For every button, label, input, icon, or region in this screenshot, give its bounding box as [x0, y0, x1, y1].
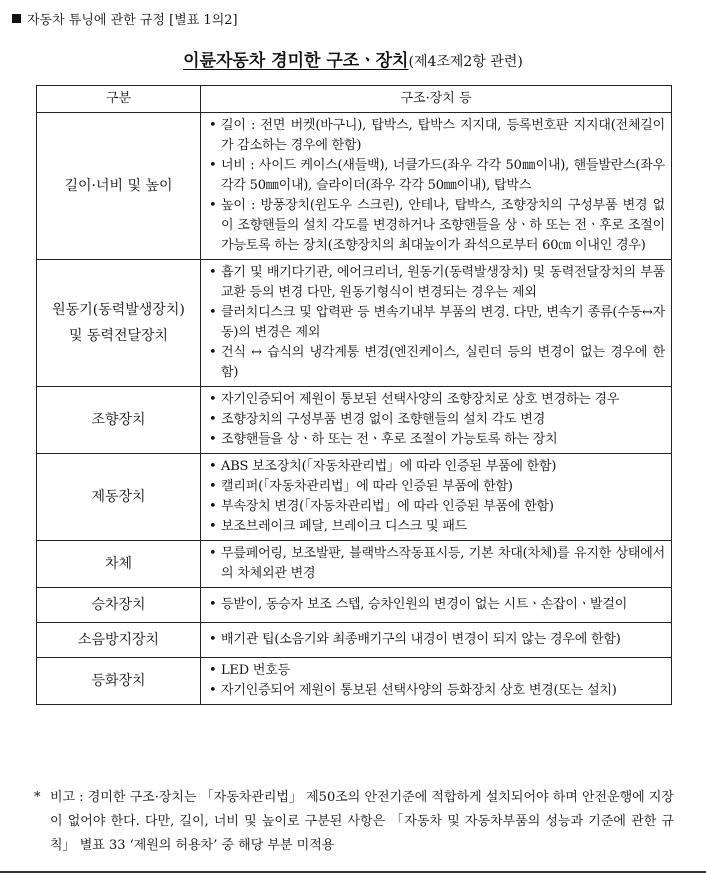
remarks-text: 비고 : 경미한 구조·장치는 「자동차관리법」 제50조의 안전기준에 적합하게 설치되어야 하며 안전운행에 지장이 없어야 한다. 다만, 길이, 너비 및 높이로 구분된 사항은 「자동차 및 자동차부품의 성능과 기준에 관한 규칙」 별표 33 ‘제원의 허용차’ 중 해당 부분 미적용	[50, 790, 674, 853]
item-text: 조향장치의 구성부품 변경 없이 조향핸들의 설치 각도 변경	[221, 412, 546, 427]
row-items	[201, 113, 672, 260]
bullet-icon: •	[209, 432, 217, 447]
item-text: 등받이, 동승자 보조 스텝, 승차인원의 변경이 없는 시트ㆍ손잡이ㆍ발걸이	[221, 597, 628, 612]
bullet-icon: •	[209, 597, 217, 612]
remarks-note	[34, 786, 674, 858]
bullet-icon: •	[209, 198, 217, 213]
row-items	[201, 588, 672, 623]
asterisk-mark: *	[34, 790, 41, 805]
row-items	[201, 454, 672, 541]
structure-device-table	[36, 85, 672, 705]
row-category: 승차장치	[37, 588, 201, 623]
list-item	[205, 517, 665, 537]
bullet-icon: •	[209, 479, 217, 494]
item-text: 캘리퍼(「자동차관리법」에 따라 인증된 부품에 한함)	[221, 479, 513, 494]
bullet-icon: •	[209, 158, 217, 173]
bullet-icon: •	[209, 459, 217, 474]
table-row	[37, 541, 672, 588]
table-row	[37, 113, 672, 260]
item-text: 자기인증되어 제원이 통보된 선택사양의 등화장치 상호 변경(또는 설치)	[221, 683, 617, 698]
list-item	[205, 544, 665, 584]
title-main: 이륜자동차 경미한 구조ㆍ장치	[183, 51, 409, 71]
regulation-reference: 자동차 튜닝에 관한 규정 [별표 1의2]	[27, 13, 238, 28]
item-list	[205, 263, 665, 383]
table-row	[37, 260, 672, 387]
bullet-icon: •	[209, 683, 217, 698]
bullet-icon: •	[209, 412, 217, 427]
list-item	[205, 430, 665, 450]
list-item	[205, 343, 665, 383]
item-text: ABS 보조장치(「자동차관리법」에 따라 인증된 부품에 한함)	[221, 459, 557, 474]
bullet-icon: •	[209, 392, 217, 407]
table-row	[37, 658, 672, 705]
title-subtitle: (제4조제2항 관련)	[408, 54, 523, 70]
row-items	[201, 260, 672, 387]
table-body	[37, 113, 672, 705]
item-text: 보조브레이크 페달, 브레이크 디스크 및 패드	[221, 519, 468, 534]
bullet-icon: •	[209, 118, 217, 133]
list-item	[205, 595, 665, 615]
list-item	[205, 497, 665, 517]
item-text: 높이 : 방풍장치(윈도우 스크린), 안테나, 탑박스, 조향장치의 구성부품 변경 없이 조향핸들의 설치 각도를 변경하거나 조향핸들을 상ㆍ하 또는 전ㆍ후로 조절이 가능토록 하는 장치(조향장치의 최대높이가 좌석으로부터 60㎝ 이내인 경우)	[221, 198, 665, 253]
table-row	[37, 588, 672, 623]
document-header	[12, 9, 238, 28]
row-items	[201, 387, 672, 454]
page-title	[0, 46, 706, 71]
black-square-icon	[12, 14, 21, 23]
item-text: 건식 ↔ 습식의 냉각계통 변경(엔진케이스, 실린더 등의 변경이 없는 경우에 한함)	[221, 345, 665, 380]
item-text: 무릎페어링, 보조발판, 블랙박스작동표시등, 기본 차대(차체)를 유지한 상태에서의 차체외관 변경	[221, 546, 665, 581]
header-items: 구조·장치 등	[201, 86, 672, 113]
item-text: 부속장치 변경(「자동차관리법」에 따라 인증된 부품에 한함)	[221, 499, 554, 514]
bullet-icon: •	[209, 546, 217, 561]
item-text: 흡기 및 배기다기관, 에어크리너, 원동기(동력발생장치) 및 동력전달장치의 부품교환 등의 변경 다만, 원동기형식이 변경되는 경우는 제외	[221, 265, 665, 300]
row-category: 원동기(동력발생장치) 및 동력전달장치	[37, 260, 201, 387]
row-items	[201, 623, 672, 658]
row-category: 조향장치	[37, 387, 201, 454]
bullet-icon: •	[209, 499, 217, 514]
list-item	[205, 681, 665, 701]
list-item	[205, 457, 665, 477]
row-items	[201, 658, 672, 705]
item-list	[205, 544, 665, 584]
bullet-icon: •	[209, 632, 217, 647]
bullet-icon: •	[209, 305, 217, 320]
item-text: LED 번호등	[221, 663, 290, 678]
table-header-row	[37, 86, 672, 113]
item-text: 너비 : 사이드 케이스(새들백), 너클가드(좌우 각각 50㎜이내), 핸들발란스(좌우 각각 50㎜이내), 슬라이더(좌우 각각 50㎜이내), 탑박스	[221, 158, 665, 193]
list-item	[205, 196, 665, 256]
row-category: 길이·너비 및 높이	[37, 113, 201, 260]
item-list	[205, 595, 665, 615]
row-category: 소음방지장치	[37, 623, 201, 658]
list-item	[205, 116, 665, 156]
list-item	[205, 661, 665, 681]
item-list	[205, 661, 665, 701]
list-item	[205, 303, 665, 343]
bullet-icon: •	[209, 663, 217, 678]
bullet-icon: •	[209, 519, 217, 534]
item-text: 자기인증되어 제원이 통보된 선택사양의 조향장치로 상호 변경하는 경우	[221, 392, 620, 407]
row-category: 차체	[37, 541, 201, 588]
list-item	[205, 410, 665, 430]
list-item	[205, 630, 665, 650]
list-item	[205, 477, 665, 497]
table-row	[37, 454, 672, 541]
table-row	[37, 387, 672, 454]
item-text: 클러치디스크 및 압력판 등 변속기내부 부품의 변경. 다만, 변속기 종류(수동↔자동)의 변경은 제외	[221, 305, 665, 340]
item-list	[205, 390, 665, 450]
page-bottom-divider	[0, 871, 706, 873]
item-text: 배기관 팁(소음기와 최종배기구의 내경이 변경이 되지 않는 경우에 한함)	[221, 632, 621, 647]
bullet-icon: •	[209, 265, 217, 280]
list-item	[205, 263, 665, 303]
table-row	[37, 623, 672, 658]
item-list	[205, 457, 665, 537]
row-items	[201, 541, 672, 588]
list-item	[205, 156, 665, 196]
row-category: 제동장치	[37, 454, 201, 541]
item-text: 조향핸들을 상ㆍ하 또는 전ㆍ후로 조절이 가능토록 하는 장치	[221, 432, 558, 447]
list-item	[205, 390, 665, 410]
bullet-icon: •	[209, 345, 217, 360]
header-category: 구분	[37, 86, 201, 113]
item-list	[205, 116, 665, 256]
row-category: 등화장치	[37, 658, 201, 705]
item-text: 길이 : 전면 버켓(바구니), 탑박스, 탑박스 지지대, 등록번호판 지지대(전체길이가 감소하는 경우에 한함)	[221, 118, 665, 153]
item-list	[205, 630, 665, 650]
